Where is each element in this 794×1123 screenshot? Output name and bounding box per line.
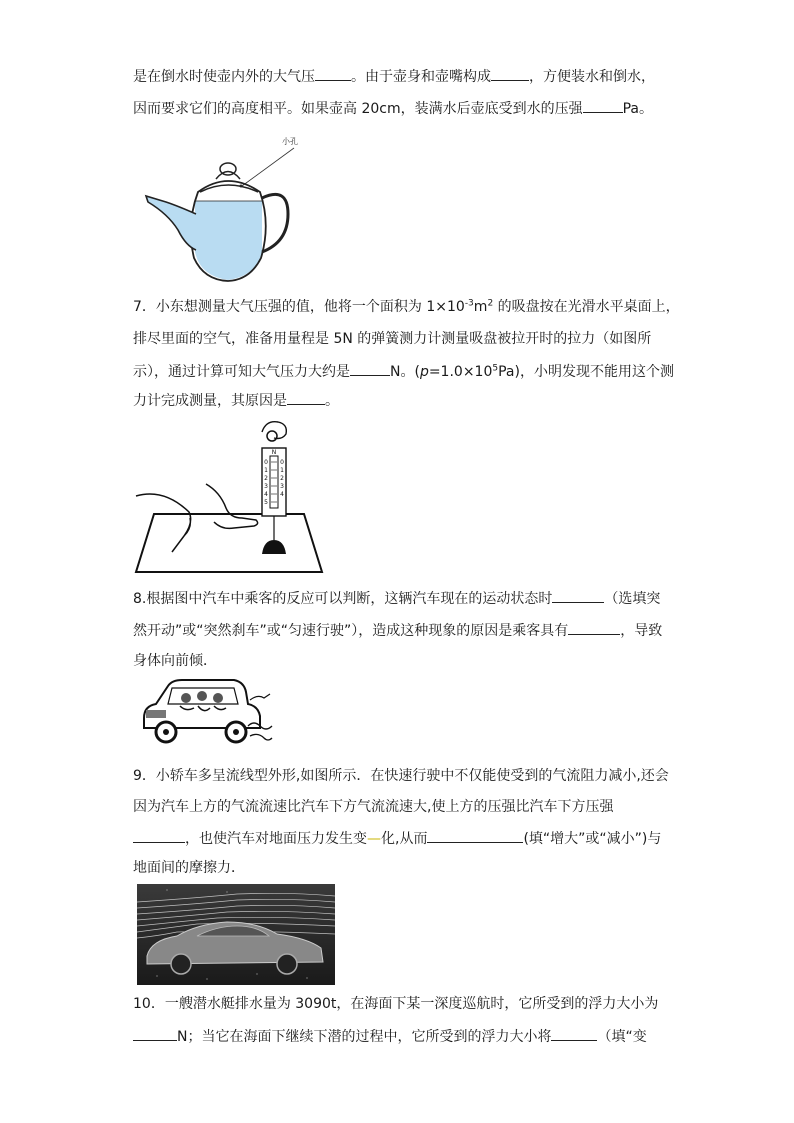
q7-line-4: 力计完成测量，其原因是 。 — [133, 390, 339, 411]
answer-blank — [552, 588, 604, 603]
answer-blank — [551, 1026, 597, 1041]
q9-line-2: 因为汽车上方的气流流速比汽车下方气流流速大,使上方的压强比汽车下方压强 — [133, 799, 614, 815]
answer-blank — [350, 361, 390, 376]
q10-line-2: N；当它在海面下继续下潜的过程中，它所受到的浮力大小将 （填“变 — [133, 1026, 647, 1047]
answer-blank — [315, 66, 351, 81]
teapot-figure — [138, 134, 298, 284]
q6-line-2: 因而要求它们的高度相平。如果壶高 20cm，装满水后壶底受到水的压强 Pa。 — [133, 98, 653, 119]
q9-line-1: 9．小轿车多呈流线型外形,如图所示．在快速行驶中不仅能使受到的气流阻力减小,还会 — [133, 768, 669, 784]
spring-scale-figure — [134, 418, 324, 576]
svg-text:2: 2 — [280, 475, 284, 482]
answer-blank — [287, 390, 325, 405]
svg-text:0: 0 — [280, 459, 284, 466]
q6-line-1: 是在倒水时使壶内外的大气压 。由于壶身和壶嘴构成 ，方便装水和倒水， — [133, 66, 655, 87]
q7-line-1: 7．小东想测量大气压强的值，他将一个面积为 $1\times 10^{-3}m^2$ 的吸盘按在光滑水平桌面上， — [133, 298, 680, 315]
answer-blank — [427, 828, 523, 843]
q9-line-4: 地面间的摩擦力． — [133, 860, 245, 876]
q8-line-3: 身体向前倾． — [133, 653, 217, 669]
hole-label: 小孔 — [282, 137, 298, 146]
answer-blank — [583, 98, 623, 113]
svg-text:N: N — [271, 449, 277, 456]
svg-text:3: 3 — [264, 483, 268, 490]
svg-text:0: 0 — [264, 459, 268, 466]
q10-line-1: 10．一艘潜水艇排水量为 3090t，在海面下某一深度巡航时，它所受到的浮力大小为 — [133, 996, 659, 1012]
q8-line-1: 8.根据图中汽车中乘客的反应可以判断，这辆汽车现在的运动状态时 （选填突 — [133, 588, 660, 609]
answer-blank — [491, 66, 529, 81]
svg-text:5: 5 — [264, 499, 268, 506]
q9-line-3: ，也使汽车对地面压力发生变—化,从而 (填“增大”或“减小”)与 — [133, 828, 661, 849]
svg-text:1: 1 — [264, 467, 268, 474]
svg-text:2: 2 — [264, 475, 268, 482]
svg-text:3: 3 — [280, 483, 284, 490]
svg-text:1: 1 — [280, 467, 284, 474]
car-passengers-figure — [138, 676, 274, 746]
answer-blank — [133, 1026, 177, 1041]
q8-line-2: 然开动”或“突然刹车”或“匀速行驶”），造成这种现象的原因是乘客具有 ，导致 — [133, 620, 662, 641]
wind-tunnel-car-photo — [137, 884, 335, 985]
svg-text:4: 4 — [264, 491, 268, 498]
answer-blank — [133, 828, 185, 843]
svg-text:4: 4 — [280, 491, 284, 498]
q7-line-3: 示），通过计算可知大气压力大约是 N。$(p=1.0\times 10^5Pa)$，小明发现不能用这个测 — [133, 361, 674, 382]
q7-line-2: 排尽里面的空气，准备用量程是 5N 的弹簧测力计测量吸盘被拉开时的拉力（如图所 — [133, 331, 652, 347]
answer-blank — [568, 620, 620, 635]
